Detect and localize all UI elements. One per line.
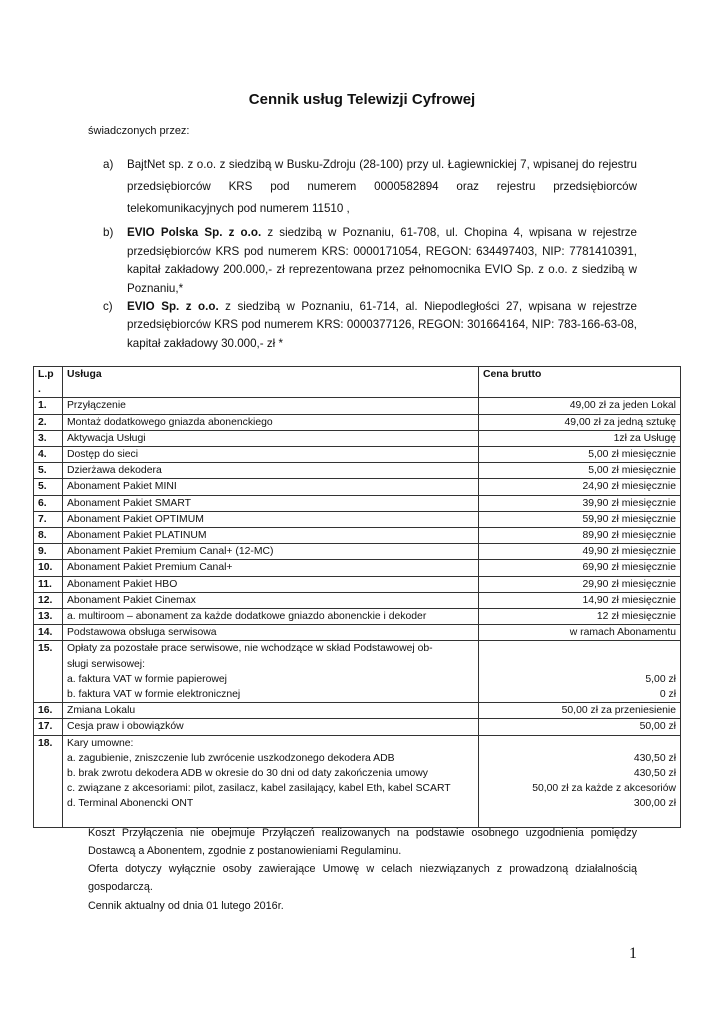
price-cell xyxy=(479,544,681,560)
service-line: b. brak zwrotu dekodera ADB w okresie do 30 dni od daty zakończenia umowy xyxy=(67,768,428,780)
row-number: 10. xyxy=(34,560,63,576)
price-line: 49,90 zł miesięcznie xyxy=(582,546,676,558)
price-cell xyxy=(479,609,681,625)
price-line: 89,90 zł miesięcznie xyxy=(582,530,676,542)
service-line: a. faktura VAT w formie papierowej xyxy=(67,673,227,685)
party-text: z siedzibą w Poznaniu, 61-714, al. Niepodległości 27, wpisana w rejestrze przedsiębiorców KRS pod numerem KRS: 0000377126, REGON: 301664164, NIP: 783-166-63-08, kapitał zakładowy 30.000,- zł * xyxy=(127,300,637,350)
service-line: b. faktura VAT w formie elektronicznej xyxy=(67,689,241,701)
price-cell xyxy=(479,430,681,446)
row-number: 4. xyxy=(34,447,63,463)
service-line: a. multiroom – abonament za każde dodatkowe gniazdo abonenckie i dekoder xyxy=(67,611,427,623)
table-row xyxy=(34,479,681,495)
price-line: 430,50 zł xyxy=(633,768,676,780)
table-row xyxy=(34,609,681,625)
service-line: Abonament Pakiet Premium Canal+ xyxy=(67,562,233,574)
service-cell xyxy=(63,544,479,560)
service-cell xyxy=(63,576,479,592)
service-cell xyxy=(63,463,479,479)
row-number: 17. xyxy=(34,719,63,735)
party-text: z siedzibą w Poznaniu, 61-708, ul. Chopina 4, wpisana w rejestrze przedsiębiorców KRS pod numerem KRS: 0000171054, REGON: 634497403, NIP: 7781410391, kapitał zakładowy 200.000,- zł reprezentowana przez pełnomocnika EVIO Sp. z o.o. z siedzibą w Poznaniu,* xyxy=(127,226,637,295)
price-cell xyxy=(479,592,681,608)
service-line: Cesja praw i obowiązków xyxy=(67,721,184,733)
row-number: 7. xyxy=(34,511,63,527)
party-name: EVIO Sp. z o.o. xyxy=(127,300,219,313)
party-a xyxy=(103,154,637,220)
price-cell xyxy=(479,479,681,495)
row-number: 6. xyxy=(34,495,63,511)
service-cell xyxy=(63,735,479,827)
price-line: 49,00 zł za jedną sztukę xyxy=(564,416,676,428)
table-row xyxy=(34,398,681,414)
document-title: Cennik usług Telewizji Cyfrowej xyxy=(248,91,476,108)
service-line: c. związane z akcesoriami: pilot, zasilacz, kabel zasilający, kabel Eth, kabel SCART xyxy=(67,783,451,795)
price-cell xyxy=(479,576,681,592)
price-line: 49,00 zł za jeden Lokal xyxy=(569,400,676,412)
table-row xyxy=(34,560,681,576)
table-row xyxy=(34,463,681,479)
header-service: Usługa xyxy=(63,367,479,398)
table-row xyxy=(34,528,681,544)
row-number: 13. xyxy=(34,609,63,625)
price-line: 24,90 zł miesięcznie xyxy=(582,481,676,493)
table-row xyxy=(34,592,681,608)
service-line: Opłaty za pozostałe prace serwisowe, nie wchodzące w skład Podstawowej ob- xyxy=(67,643,433,655)
price-line: 5,00 zł xyxy=(645,673,676,685)
service-line: Abonament Pakiet Premium Canal+ (12-MC) xyxy=(67,546,274,558)
service-cell xyxy=(63,414,479,430)
service-line: Dostęp do sieci xyxy=(67,449,139,461)
price-line: w ramach Abonamentu xyxy=(569,627,676,639)
party-text: BajtNet sp. z o.o. z siedzibą w Busku-Zdroju (28-100) przy ul. Łagiewnickiej 7, wpisanej do rejestru przedsiębiorców KRS pod numerem 0000582894 oraz rejestru przedsiębiorców telekomunikacyjnych pod numerem 11510 , xyxy=(127,158,637,215)
service-line: Aktywacja Usługi xyxy=(67,432,146,444)
row-number: 5. xyxy=(34,479,63,495)
subtitle: świadczonych przez: xyxy=(88,125,190,137)
table-row xyxy=(34,641,681,703)
note: Oferta dotyczy wyłącznie osoby zawierające Umowę w celach niezwiązanych z prowadzoną działalnością gospodarczą. xyxy=(88,863,637,893)
price-cell xyxy=(479,463,681,479)
party-c xyxy=(103,298,637,353)
service-cell xyxy=(63,641,479,703)
table-row xyxy=(34,703,681,719)
service-line: Abonament Pakiet SMART xyxy=(67,497,191,509)
row-number: 16. xyxy=(34,703,63,719)
service-line: Abonament Pakiet Cinemax xyxy=(67,594,196,606)
price-line: 69,90 zł miesięcznie xyxy=(582,562,676,574)
price-line xyxy=(483,657,676,672)
table-row xyxy=(34,447,681,463)
service-line: a. zagubienie, zniszczenie lub zwrócenie uszkodzonego dekodera ADB xyxy=(67,752,395,764)
table-row xyxy=(34,511,681,527)
price-line xyxy=(483,641,676,656)
service-cell xyxy=(63,398,479,414)
header-price: Cena brutto xyxy=(479,367,681,398)
row-number: 12. xyxy=(34,592,63,608)
price-cell xyxy=(479,641,681,703)
price-line: 39,90 zł miesięcznie xyxy=(582,497,676,509)
party-b xyxy=(103,224,637,298)
service-cell xyxy=(63,592,479,608)
service-line: Abonament Pakiet MINI xyxy=(67,481,177,493)
row-number: 2. xyxy=(34,414,63,430)
row-number: 11. xyxy=(34,576,63,592)
service-line: Montaż dodatkowego gniazda abonenckiego xyxy=(67,416,273,428)
service-line: Dzierżawa dekodera xyxy=(67,465,162,477)
price-table xyxy=(33,366,681,828)
price-cell xyxy=(479,560,681,576)
service-cell xyxy=(63,511,479,527)
service-cell xyxy=(63,479,479,495)
table-row xyxy=(34,576,681,592)
price-cell xyxy=(479,719,681,735)
service-line: d. Terminal Abonencki ONT xyxy=(67,798,194,810)
table-row xyxy=(34,495,681,511)
service-line: Podstawowa obsługa serwisowa xyxy=(67,627,217,639)
price-cell xyxy=(479,511,681,527)
price-line: 1zł za Usługę xyxy=(613,432,676,444)
price-cell xyxy=(479,414,681,430)
service-line: Abonament Pakiet HBO xyxy=(67,578,178,590)
party-label: c) xyxy=(103,300,113,313)
price-cell xyxy=(479,398,681,414)
price-cell xyxy=(479,495,681,511)
price-cell xyxy=(479,735,681,827)
price-cell xyxy=(479,447,681,463)
row-number: 9. xyxy=(34,544,63,560)
price-line: 12 zł miesięcznie xyxy=(596,611,676,623)
service-cell xyxy=(63,430,479,446)
service-cell xyxy=(63,719,479,735)
price-line: 29,90 zł miesięcznie xyxy=(582,578,676,590)
table-row xyxy=(34,544,681,560)
price-line: 50,00 zł za każde z akcesoriów xyxy=(532,783,676,795)
notes xyxy=(88,824,637,896)
table-row xyxy=(34,625,681,641)
service-cell xyxy=(63,495,479,511)
price-line xyxy=(483,736,676,751)
service-cell xyxy=(63,703,479,719)
valid-from: Cennik aktualny od dnia 01 lutego 2016r. xyxy=(88,900,284,912)
table-header-row xyxy=(34,367,681,398)
price-line: 430,50 zł xyxy=(633,752,676,764)
table-row xyxy=(34,719,681,735)
row-number: 5. xyxy=(34,463,63,479)
price-cell xyxy=(479,528,681,544)
service-cell xyxy=(63,609,479,625)
price-line: 0 zł xyxy=(659,689,676,701)
service-line: Przyłączenie xyxy=(67,400,126,412)
service-cell xyxy=(63,528,479,544)
header-lp: L.p . xyxy=(34,367,63,398)
service-line: Abonament Pakiet PLATINUM xyxy=(67,530,207,542)
note: Koszt Przyłączenia nie obejmuje Przyłączeń realizowanych na podstawie osobnego uzgodnienia pomiędzy Dostawcą a Abonentem, zgodnie z postanowieniami Regulaminu. xyxy=(88,827,637,857)
price-line: 50,00 zł xyxy=(639,721,676,733)
price-line: 5,00 zł miesięcznie xyxy=(588,465,676,477)
price-cell xyxy=(479,625,681,641)
row-number: 1. xyxy=(34,398,63,414)
price-cell xyxy=(479,703,681,719)
row-number: 18. xyxy=(34,735,63,827)
table-row xyxy=(34,414,681,430)
row-number: 14. xyxy=(34,625,63,641)
price-line: 300,00 zł xyxy=(633,798,676,810)
page-number: 1 xyxy=(629,945,637,962)
party-label: a) xyxy=(103,158,114,171)
service-line: Kary umowne: xyxy=(67,737,134,749)
price-line: 59,90 zł miesięcznie xyxy=(582,513,676,525)
service-line: Zmiana Lokalu xyxy=(67,705,136,717)
table-row xyxy=(34,430,681,446)
price-line: 5,00 zł miesięcznie xyxy=(588,449,676,461)
row-number: 8. xyxy=(34,528,63,544)
service-line: sługi serwisowej: xyxy=(67,658,145,670)
service-cell xyxy=(63,560,479,576)
row-number: 15. xyxy=(34,641,63,703)
service-cell xyxy=(63,625,479,641)
row-number: 3. xyxy=(34,430,63,446)
table-row xyxy=(34,735,681,827)
price-line: 50,00 zł za przeniesienie xyxy=(561,705,676,717)
service-cell xyxy=(63,447,479,463)
service-line: Abonament Pakiet OPTIMUM xyxy=(67,513,204,525)
price-line: 14,90 zł miesięcznie xyxy=(582,594,676,606)
party-label: b) xyxy=(103,226,114,239)
party-name: EVIO Polska Sp. z o.o. xyxy=(127,226,262,239)
